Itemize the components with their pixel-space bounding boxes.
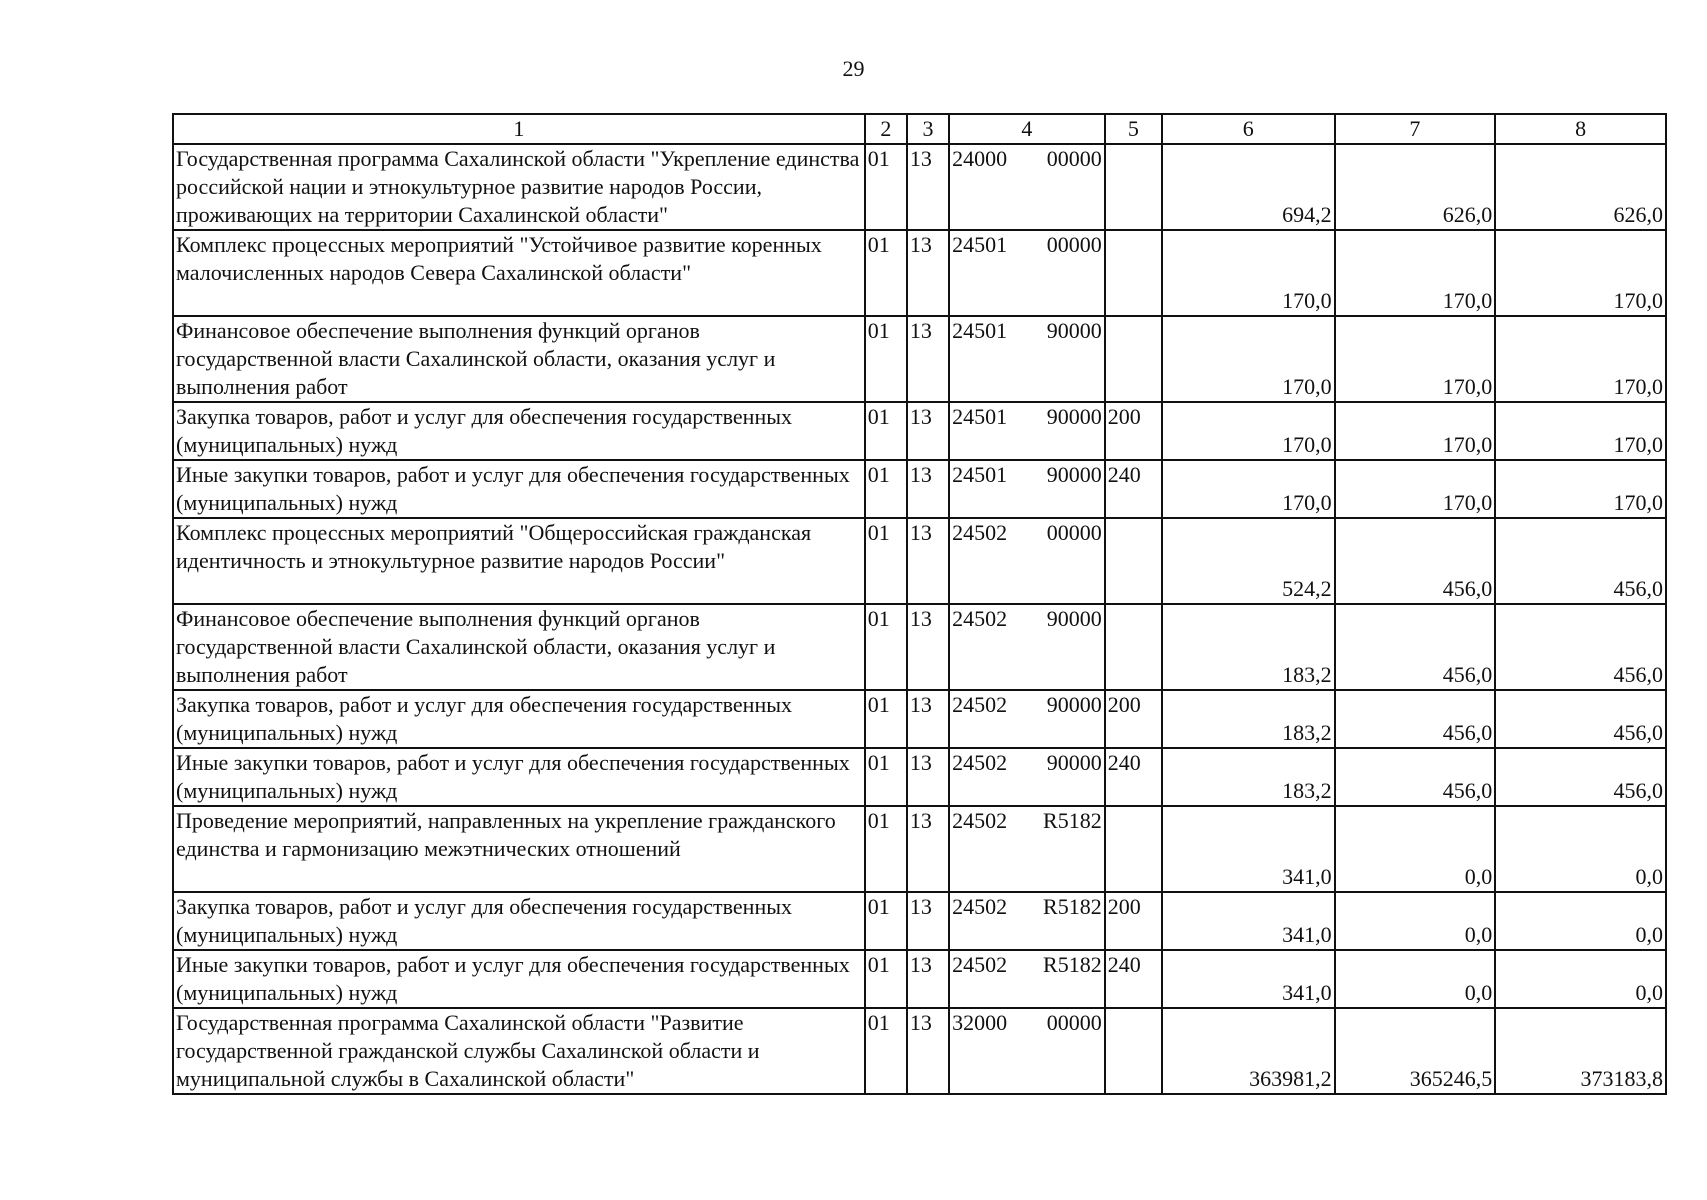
- amount-col-6: 170,0: [1162, 316, 1335, 402]
- amount-col-7: 170,0: [1335, 402, 1496, 460]
- amount-col-8: 456,0: [1495, 748, 1666, 806]
- target-article-code: [949, 950, 1105, 1008]
- subsection-code: 13: [907, 892, 949, 950]
- section-code: 01: [865, 1008, 907, 1094]
- expense-type-code: [1105, 1008, 1162, 1094]
- expense-type-code: [1105, 230, 1162, 316]
- direction-code: 00000: [1046, 520, 1102, 545]
- section-code: 01: [865, 230, 907, 316]
- row-description: Финансовое обеспечение выполнения функций органов государственной власти Сахалинской области, оказания услуг и выполнения работ: [173, 604, 865, 690]
- target-article-code: [949, 144, 1105, 230]
- table-row: [173, 806, 1666, 892]
- program-code: 24502: [952, 750, 1008, 775]
- subsection-code: 13: [907, 316, 949, 402]
- amount-col-8: 170,0: [1495, 316, 1666, 402]
- header-col-2: 2: [865, 114, 907, 144]
- expense-type-code: [1105, 518, 1162, 604]
- amount-col-7: 456,0: [1335, 604, 1496, 690]
- subsection-code: 13: [907, 1008, 949, 1094]
- amount-col-7: 0,0: [1335, 950, 1496, 1008]
- amount-col-6: 183,2: [1162, 690, 1335, 748]
- section-code: 01: [865, 518, 907, 604]
- target-article-code: [949, 892, 1105, 950]
- expense-type-code: 200: [1105, 892, 1162, 950]
- amount-col-6: 341,0: [1162, 950, 1335, 1008]
- budget-table: [172, 113, 1667, 1095]
- amount-col-8: 456,0: [1495, 690, 1666, 748]
- row-description: Иные закупки товаров, работ и услуг для обеспечения государственных (муниципальных) нужд: [173, 950, 865, 1008]
- program-code: 24501: [952, 318, 1008, 343]
- amount-col-8: 0,0: [1495, 950, 1666, 1008]
- direction-code: 90000: [1046, 404, 1102, 429]
- row-description: Закупка товаров, работ и услуг для обеспечения государственных (муниципальных) нужд: [173, 690, 865, 748]
- program-code: 32000: [952, 1010, 1008, 1035]
- amount-col-8: 0,0: [1495, 892, 1666, 950]
- program-code: 24502: [952, 520, 1008, 545]
- section-code: 01: [865, 460, 907, 518]
- program-code: 24000: [952, 146, 1008, 171]
- direction-code: 90000: [1046, 462, 1102, 487]
- direction-code: 90000: [1046, 318, 1102, 343]
- amount-col-7: 0,0: [1335, 892, 1496, 950]
- header-col-4: 4: [949, 114, 1105, 144]
- expense-type-code: [1105, 316, 1162, 402]
- table-row: [173, 230, 1666, 316]
- program-code: 24502: [952, 692, 1008, 717]
- section-code: 01: [865, 748, 907, 806]
- amount-col-7: 0,0: [1335, 806, 1496, 892]
- amount-col-6: 170,0: [1162, 402, 1335, 460]
- target-article-code: [949, 402, 1105, 460]
- table-row: [173, 748, 1666, 806]
- section-code: 01: [865, 690, 907, 748]
- table-row: [173, 604, 1666, 690]
- amount-col-8: 170,0: [1495, 402, 1666, 460]
- subsection-code: 13: [907, 690, 949, 748]
- amount-col-8: 373183,8: [1495, 1008, 1666, 1094]
- program-code: 24501: [952, 462, 1008, 487]
- table-row: [173, 316, 1666, 402]
- amount-col-7: 170,0: [1335, 230, 1496, 316]
- amount-col-7: 456,0: [1335, 518, 1496, 604]
- header-col-7: 7: [1335, 114, 1496, 144]
- program-code: 24502: [952, 606, 1008, 631]
- amount-col-7: 626,0: [1335, 144, 1496, 230]
- program-code: 24502: [952, 952, 1008, 977]
- subsection-code: 13: [907, 806, 949, 892]
- table-row: [173, 950, 1666, 1008]
- amount-col-7: 170,0: [1335, 316, 1496, 402]
- table-row: [173, 892, 1666, 950]
- target-article-code: [949, 604, 1105, 690]
- subsection-code: 13: [907, 230, 949, 316]
- direction-code: R5182: [1043, 808, 1102, 833]
- amount-col-7: 170,0: [1335, 460, 1496, 518]
- amount-col-6: 170,0: [1162, 230, 1335, 316]
- header-col-1: 1: [173, 114, 865, 144]
- amount-col-6: 183,2: [1162, 604, 1335, 690]
- table-header-row: [173, 114, 1666, 144]
- section-code: 01: [865, 604, 907, 690]
- table-row: [173, 460, 1666, 518]
- amount-col-6: 694,2: [1162, 144, 1335, 230]
- direction-code: 00000: [1046, 232, 1102, 257]
- target-article-code: [949, 1008, 1105, 1094]
- amount-col-6: 363981,2: [1162, 1008, 1335, 1094]
- expense-type-code: 200: [1105, 402, 1162, 460]
- section-code: 01: [865, 950, 907, 1008]
- header-col-6: 6: [1162, 114, 1335, 144]
- section-code: 01: [865, 892, 907, 950]
- expense-type-code: 240: [1105, 950, 1162, 1008]
- amount-col-6: 341,0: [1162, 892, 1335, 950]
- amount-col-6: 524,2: [1162, 518, 1335, 604]
- program-code: 24502: [952, 808, 1008, 833]
- amount-col-8: 0,0: [1495, 806, 1666, 892]
- direction-code: R5182: [1043, 952, 1102, 977]
- expense-type-code: [1105, 144, 1162, 230]
- target-article-code: [949, 806, 1105, 892]
- amount-col-7: 365246,5: [1335, 1008, 1496, 1094]
- target-article-code: [949, 518, 1105, 604]
- program-code: 24501: [952, 232, 1008, 257]
- section-code: 01: [865, 806, 907, 892]
- row-description: Комплекс процессных мероприятий "Устойчивое развитие коренных малочисленных народов Севера Сахалинской области": [173, 230, 865, 316]
- direction-code: 90000: [1046, 692, 1102, 717]
- subsection-code: 13: [907, 950, 949, 1008]
- amount-col-7: 456,0: [1335, 690, 1496, 748]
- row-description: Финансовое обеспечение выполнения функций органов государственной власти Сахалинской области, оказания услуг и выполнения работ: [173, 316, 865, 402]
- table-row: [173, 402, 1666, 460]
- section-code: 01: [865, 144, 907, 230]
- row-description: Государственная программа Сахалинской области "Укрепление единства российской нации и этнокультурное развитие народов России, проживающих на территории Сахалинской области": [173, 144, 865, 230]
- header-col-8: 8: [1495, 114, 1666, 144]
- target-article-code: [949, 460, 1105, 518]
- row-description: Закупка товаров, работ и услуг для обеспечения государственных (муниципальных) нужд: [173, 402, 865, 460]
- subsection-code: 13: [907, 402, 949, 460]
- amount-col-8: 456,0: [1495, 604, 1666, 690]
- row-description: Проведение мероприятий, направленных на укрепление гражданского единства и гармонизацию межэтнических отношений: [173, 806, 865, 892]
- target-article-code: [949, 316, 1105, 402]
- expense-type-code: 240: [1105, 748, 1162, 806]
- direction-code: 00000: [1046, 146, 1102, 171]
- table-row: [173, 518, 1666, 604]
- subsection-code: 13: [907, 748, 949, 806]
- section-code: 01: [865, 402, 907, 460]
- subsection-code: 13: [907, 518, 949, 604]
- amount-col-8: 170,0: [1495, 460, 1666, 518]
- subsection-code: 13: [907, 144, 949, 230]
- row-description: Закупка товаров, работ и услуг для обеспечения государственных (муниципальных) нужд: [173, 892, 865, 950]
- expense-type-code: 240: [1105, 460, 1162, 518]
- table-row: [173, 144, 1666, 230]
- direction-code: 90000: [1046, 606, 1102, 631]
- amount-col-6: 341,0: [1162, 806, 1335, 892]
- program-code: 24502: [952, 894, 1008, 919]
- row-description: Государственная программа Сахалинской области "Развитие государственной гражданской службы Сахалинской области и муниципальной службы в Сахалинской области": [173, 1008, 865, 1094]
- header-col-5: 5: [1105, 114, 1162, 144]
- expense-type-code: 200: [1105, 690, 1162, 748]
- program-code: 24501: [952, 404, 1008, 429]
- expense-type-code: [1105, 604, 1162, 690]
- target-article-code: [949, 748, 1105, 806]
- expense-type-code: [1105, 806, 1162, 892]
- header-col-3: 3: [907, 114, 949, 144]
- row-description: Комплекс процессных мероприятий "Общероссийская гражданская идентичность и этнокультурное развитие народов России": [173, 518, 865, 604]
- row-description: Иные закупки товаров, работ и услуг для обеспечения государственных (муниципальных) нужд: [173, 460, 865, 518]
- page-number: 29: [842, 56, 865, 81]
- target-article-code: [949, 230, 1105, 316]
- subsection-code: 13: [907, 604, 949, 690]
- table-row: [173, 690, 1666, 748]
- amount-col-8: 626,0: [1495, 144, 1666, 230]
- subsection-code: 13: [907, 460, 949, 518]
- amount-col-8: 170,0: [1495, 230, 1666, 316]
- amount-col-6: 183,2: [1162, 748, 1335, 806]
- direction-code: 00000: [1046, 1010, 1102, 1035]
- section-code: 01: [865, 316, 907, 402]
- amount-col-6: 170,0: [1162, 460, 1335, 518]
- row-description: Иные закупки товаров, работ и услуг для обеспечения государственных (муниципальных) нужд: [173, 748, 865, 806]
- target-article-code: [949, 690, 1105, 748]
- direction-code: R5182: [1043, 894, 1102, 919]
- table-row: [173, 1008, 1666, 1094]
- amount-col-7: 456,0: [1335, 748, 1496, 806]
- direction-code: 90000: [1046, 750, 1102, 775]
- amount-col-8: 456,0: [1495, 518, 1666, 604]
